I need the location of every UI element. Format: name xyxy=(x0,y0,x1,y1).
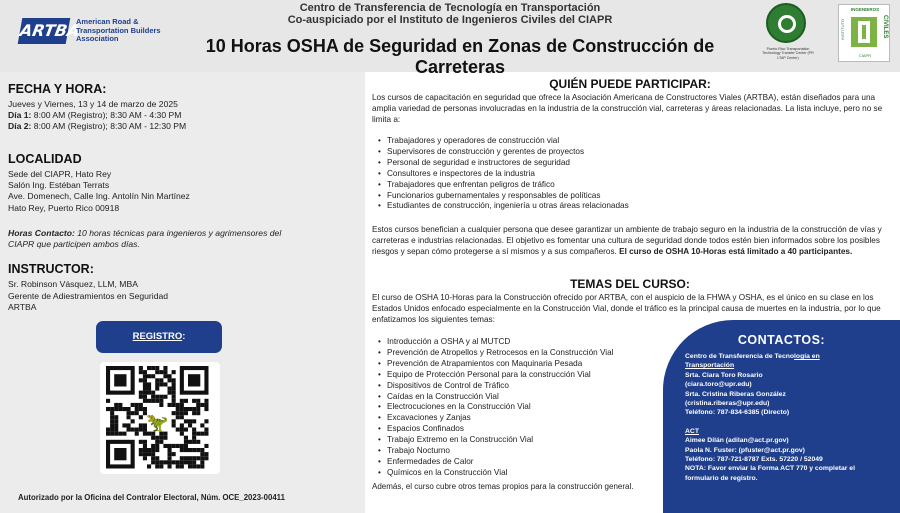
loc-line: Salón Ing. Estéban Terrats xyxy=(8,180,110,190)
contact-panel xyxy=(663,320,900,513)
header-banner xyxy=(0,0,900,77)
icivil-right-text: CIVILES xyxy=(882,15,888,39)
fecha-heading: FECHA Y HORA: xyxy=(8,82,107,96)
ttc-logo-circle xyxy=(766,3,806,43)
benefit-text: Estos cursos benefician a cualquier persona que desee garantizar un ambiente de trabajo seguro en la industria de la construcción de vías y carreteras e industrias relacionadas. El objetivo es fomentar una cultura de seguridad donde todos estén bien informados sobre los posibles riesgos y sepan cómo protegerse a sí mismos y a sus compañeros. El curso de OSHA 10-Horas está limitado a 40 participantes. xyxy=(372,225,882,256)
contact-org-1: Centro de Transferencia de Tecnología en xyxy=(685,353,820,360)
temas-heading: TEMAS DEL CURSO: xyxy=(570,277,690,291)
list-item: • Químicos en la Construcción Vial xyxy=(378,468,614,479)
icivil-top-text: INGENIEROS xyxy=(850,7,880,12)
dia1-line: Día 1: 8:00 AM (Registro); 8:30 AM - 4:30 PM xyxy=(8,110,182,120)
icivil-bottom-text: CIAPR xyxy=(858,53,872,58)
header-line-1: Centro de Transferencia de Tecnología en Transportación xyxy=(299,2,601,14)
contact-phone: Teléfono: 787-834-6385 (Directo) xyxy=(685,409,790,417)
instructor-line: ARTBA xyxy=(8,302,37,312)
quien-heading: QUIÉN PUEDE PARTICIPAR: xyxy=(549,77,711,91)
list-item: • Dispositivos de Control de Tráfico xyxy=(378,381,614,392)
ttc-logo xyxy=(758,3,818,67)
fecha-line: Jueves y Viernes, 13 y 14 de marzo de 2025 xyxy=(8,99,178,109)
list-item: • Caídas en la Construcción Vial xyxy=(378,392,614,403)
instructor-heading: INSTRUCTOR: xyxy=(8,262,94,276)
list-item: • Equipo de Protección Personal para la construcción Vial xyxy=(378,370,614,381)
instructor-line: Gerente de Adiestramientos en Seguridad xyxy=(8,291,169,301)
list-item: • Trabajadores que enfrentan peligros de tráfico xyxy=(378,180,629,191)
svg-text:🦖: 🦖 xyxy=(146,412,169,433)
instructor-line: Sr. Robinson Vásquez, LLM, MBA xyxy=(8,279,138,289)
list-item: • Personal de seguridad e instructores de seguridad xyxy=(378,158,629,169)
list-item: • Trabajadores y operadores de construcción vial xyxy=(378,136,629,147)
localidad-heading: LOCALIDAD xyxy=(8,152,82,166)
list-item: • Prevención de Atrapamientos con Maquinaria Pesada xyxy=(378,359,614,370)
loc-line: Hato Rey, Puerto Rico 00918 xyxy=(8,203,120,213)
ingenieros-civiles-logo xyxy=(838,4,890,62)
left-info-panel xyxy=(0,72,365,513)
contact-org-2: ACT xyxy=(685,427,699,435)
temas-outro: Además, el curso cubre otros temas propios para la construcción general. xyxy=(372,482,634,491)
list-item: • Espacios Confinados xyxy=(378,424,614,435)
dia2-line: Día 2: 8:00 AM (Registro); 8:30 AM - 12:30 PM xyxy=(8,121,187,131)
registro-button[interactable]: REGISTRO: xyxy=(96,321,222,353)
list-item: • Consultores e inspectores de la industria xyxy=(378,169,629,180)
page-title: 10 Horas OSHA de Seguridad en Zonas de Construcción de Carreteras xyxy=(205,36,715,77)
temas-list xyxy=(378,337,614,479)
contact-body xyxy=(685,352,895,483)
quien-list xyxy=(378,136,629,212)
contact-org-1-cont: Transportación xyxy=(685,362,735,370)
contact-email-link[interactable]: (cristina.riberas@upr.edu) xyxy=(685,400,770,408)
horas-contacto-2: CIAPR que participen ambos días. xyxy=(8,239,140,249)
icivil-left-text: INSTITUTO xyxy=(840,19,845,41)
contact-email-link[interactable]: (ciara.toro@upr.edu) xyxy=(685,381,752,389)
contact-note: formulario de registro. xyxy=(685,474,758,482)
oce-authorization-note: Autorizado por la Oficina del Contralor Electoral, Núm. OCE_2023-00411 xyxy=(18,493,285,502)
contact-email-link[interactable]: Paola N. Fuster: (pfuster@act.pr.gov) xyxy=(685,446,805,454)
loc-line: Sede del CIAPR, Hato Rey xyxy=(8,169,112,179)
artba-logo xyxy=(18,17,161,48)
contact-line: Srta. Cristina Riberas González xyxy=(685,390,786,398)
contact-title: CONTACTOS: xyxy=(737,333,826,347)
temas-intro: El curso de OSHA 10-Horas para la Construcción ofrecido por ARTBA, con el auspicio de la FHWA y OSHA, es el único en su clase en los Estados Unidos enfocado especialmente en la Construcción Vial, donde el tráfico es la principal causa de muertes en la industria, por lo que enfatizamos los siguientes temas: xyxy=(372,293,881,324)
registro-qr-code[interactable] xyxy=(100,362,220,474)
header-line-2: Co-auspiciado por el Instituto de Ingenieros Civiles del CIAPR xyxy=(287,14,613,26)
contact-line: Srta. Ciara Toro Rosario xyxy=(685,371,763,379)
contact-phone: Teléfono: 787-721-8787 Exts. 57220 / 52049 xyxy=(685,456,823,464)
list-item: • Supervisores de construcción y gerentes de proyectos xyxy=(378,147,629,158)
icivil-emblem-icon xyxy=(851,17,877,47)
loc-line: Ave. Domenech, Calle Ing. Antolín Nin Martínez xyxy=(8,191,190,201)
list-item: • Electrocuciones en la Construcción Vial xyxy=(378,402,614,413)
list-item: • Excavaciones y Zanjas xyxy=(378,413,614,424)
qr-code-icon xyxy=(106,366,214,470)
ttc-logo-text: Puerto Rico Transportation Technology Transfer Center (PR LTAP Center) xyxy=(762,47,814,60)
contact-email-link[interactable]: Aimee Dilán (adilan@act.pr.gov) xyxy=(685,437,789,445)
artba-logo-mark: ARTBA xyxy=(18,18,71,44)
list-item: • Trabajo Extremo en la Construcción Vial xyxy=(378,435,614,446)
list-item: • Introducción a OSHA y al MUTCD xyxy=(378,337,614,348)
horas-contacto: Horas Contacto: 10 horas técnicas para ingenieros y agrimensores del xyxy=(8,228,282,238)
list-item: • Trabajo Nocturno xyxy=(378,446,614,457)
list-item: • Estudiantes de construcción, ingeniería u otras áreas relacionadas xyxy=(378,201,629,212)
contact-note: NOTA: Favor enviar la Forma ACT 770 y completar el xyxy=(685,465,855,473)
quien-intro: Los cursos de capacitación en seguridad que ofrece la Asociación Americana de Constructores Viales (ARTBA), están diseñados para una amplia variedad de personas involucradas en la industria de la construcción vial, carreteras y áreas relacionadas. La lista incluye, pero no se limita a: xyxy=(372,93,883,124)
list-item: • Enfermedades de Calor xyxy=(378,457,614,468)
list-item: • Prevención de Atropellos y Retrocesos en la Construcción Vial xyxy=(378,348,614,359)
list-item: • Funcionarios gubernamentales y responsables de políticas xyxy=(378,191,629,202)
artba-logo-subtitle: American Road & Transportation Builders Association xyxy=(76,17,161,43)
